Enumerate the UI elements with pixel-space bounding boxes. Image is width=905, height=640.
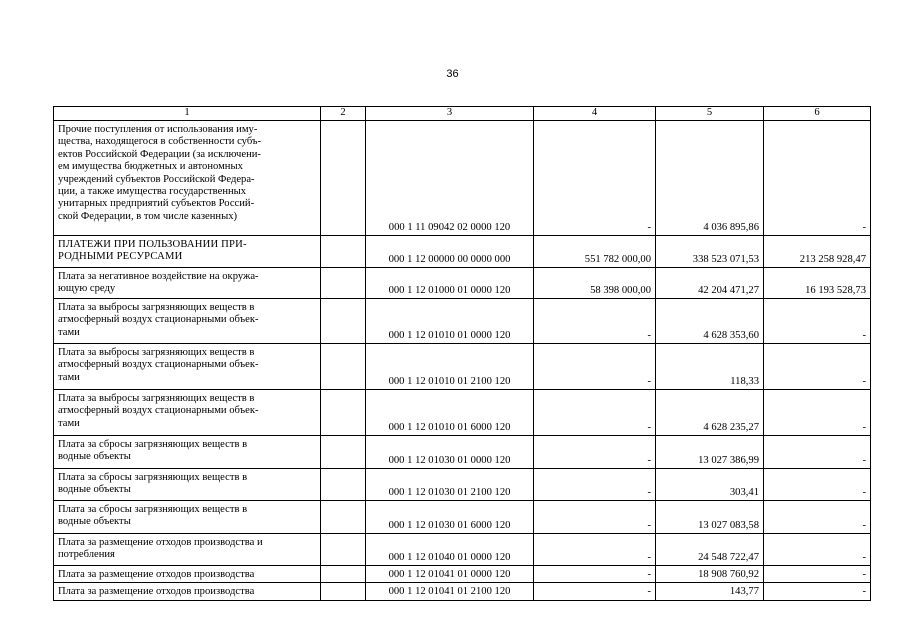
row-code: 000 1 12 00000 00 0000 000 [366,236,534,268]
table-row [54,583,871,600]
row-plan-value: 58 398 000,00 [534,268,656,299]
description-line: учреждений субъектов Российской Федера- [58,173,255,185]
row-plan-value: 551 782 000,00 [534,236,656,268]
row-plan-value: - [534,390,656,436]
budget-table [53,106,871,601]
description-line: Плата за сбросы загрязняющих веществ в [58,504,248,515]
table-row [54,344,871,390]
description-line: водные объекты [58,451,131,463]
description-line: Плата за негативное воздействие на окружа- [58,271,259,282]
row-code: 000 1 12 01030 01 6000 120 [366,501,534,534]
row-executed-value: 118,33 [656,344,764,390]
row-plan-value: - [534,469,656,501]
description-line: ющую среду [58,283,116,295]
table-row [54,534,871,566]
row-code: 000 1 12 01010 01 6000 120 [366,390,534,436]
description-line: унитарных предприятий субъектов Россий- [58,198,255,210]
row-remainder-value: - [764,121,871,236]
row-plan-value: - [534,566,656,583]
description-line: Плата за размещение отходов производства [58,586,255,598]
description-line: атмосферный воздух стационарными объек- [58,314,259,326]
row-description [54,236,321,268]
row-remainder-value: - [764,299,871,344]
row-plan-value: - [534,344,656,390]
row-description [54,566,321,583]
row-plan-value: - [534,299,656,344]
description-line: потребления [58,549,115,561]
row-remainder-value: - [764,469,871,501]
row-executed-value: 143,77 [656,583,764,600]
row-col2 [321,299,366,344]
description-line: тами [58,326,80,338]
row-description [54,390,321,436]
row-executed-value: 4 628 353,60 [656,299,764,344]
row-col2 [321,501,366,534]
description-line: РОДНЫМИ РЕСУРСАМИ [58,251,183,263]
description-line: ПЛАТЕЖИ ПРИ ПОЛЬЗОВАНИИ ПРИ- [58,239,247,250]
row-executed-value: 4 628 235,27 [656,390,764,436]
row-executed-value: 42 204 471,27 [656,268,764,299]
row-plan-value: - [534,583,656,600]
row-col2 [321,121,366,236]
column-header-6: 6 [764,107,871,121]
row-remainder-value: 213 258 928,47 [764,236,871,268]
row-code: 000 1 12 01041 01 0000 120 [366,566,534,583]
row-plan-value: - [534,501,656,534]
row-code: 000 1 12 01010 01 2100 120 [366,344,534,390]
row-remainder-value: - [764,583,871,600]
table-row [54,390,871,436]
column-header-5: 5 [656,107,764,121]
row-col2 [321,344,366,390]
row-code: 000 1 12 01030 01 0000 120 [366,436,534,469]
row-col2 [321,566,366,583]
row-col2 [321,390,366,436]
column-number-row [54,107,871,121]
row-executed-value: 18 908 760,92 [656,566,764,583]
row-col2 [321,436,366,469]
row-description [54,469,321,501]
row-code: 000 1 12 01040 01 0000 120 [366,534,534,566]
row-executed-value: 13 027 386,99 [656,436,764,469]
description-line: щества, находящегося в собственности субъ- [58,136,261,148]
description-line: тами [58,417,80,429]
row-executed-value: 303,41 [656,469,764,501]
column-header-1: 1 [54,107,321,121]
row-plan-value: - [534,121,656,236]
description-line: ем имущества бюджетных и автономных [58,161,243,173]
description-line: ектов Российской Федерации (за исключени- [58,148,261,160]
row-executed-value: 24 548 722,47 [656,534,764,566]
column-header-4: 4 [534,107,656,121]
row-remainder-value: - [764,436,871,469]
row-executed-value: 13 027 083,58 [656,501,764,534]
row-col2 [321,469,366,501]
description-line: Плата за размещение отходов производства [58,569,255,580]
row-description [54,268,321,299]
row-remainder-value: - [764,566,871,583]
row-description [54,583,321,600]
table-row [54,121,871,236]
row-code: 000 1 12 01010 01 0000 120 [366,299,534,344]
row-remainder-value: - [764,390,871,436]
row-remainder-value: - [764,501,871,534]
row-executed-value: 4 036 895,86 [656,121,764,236]
row-remainder-value: - [764,344,871,390]
column-header-3: 3 [366,107,534,121]
row-plan-value: - [534,534,656,566]
row-description [54,501,321,534]
table-row [54,501,871,534]
row-executed-value: 338 523 071,53 [656,236,764,268]
row-remainder-value: - [764,534,871,566]
row-code: 000 1 11 09042 02 0000 120 [366,121,534,236]
description-line: водные объекты [58,484,131,496]
table-row [54,469,871,501]
column-header-2: 2 [321,107,366,121]
row-description [54,121,321,236]
row-description [54,436,321,469]
row-description [54,534,321,566]
table-row [54,236,871,268]
row-code: 000 1 12 01000 01 0000 120 [366,268,534,299]
description-line: тами [58,371,80,383]
row-plan-value: - [534,436,656,469]
description-line: Плата за выбросы загрязняющих веществ в [58,393,255,404]
description-line: атмосферный воздух стационарными объек- [58,359,259,371]
row-col2 [321,583,366,600]
table-row [54,299,871,344]
row-remainder-value: 16 193 528,73 [764,268,871,299]
row-description [54,344,321,390]
description-line: Плата за выбросы загрязняющих веществ в [58,347,255,358]
description-line: Плата за сбросы загрязняющих веществ в [58,472,248,483]
description-line: Плата за выбросы загрязняющих веществ в [58,302,255,313]
row-col2 [321,534,366,566]
row-col2 [321,268,366,299]
description-line: ской Федерации, в том числе казенных) [58,210,238,222]
row-code: 000 1 12 01030 01 2100 120 [366,469,534,501]
description-line: Прочие поступления от использования иму- [58,124,258,135]
description-line: Плата за размещение отходов производства и [58,537,263,548]
description-line: Плата за сбросы загрязняющих веществ в [58,439,248,450]
description-line: атмосферный воздух стационарными объек- [58,405,259,417]
description-line: водные объекты [58,516,131,528]
row-description [54,299,321,344]
table-row [54,566,871,583]
table-row [54,436,871,469]
description-line: ции, а также имущества государственных [58,186,247,198]
page-number: 36 [446,68,459,80]
table-row [54,268,871,299]
row-col2 [321,236,366,268]
row-code: 000 1 12 01041 01 2100 120 [366,583,534,600]
